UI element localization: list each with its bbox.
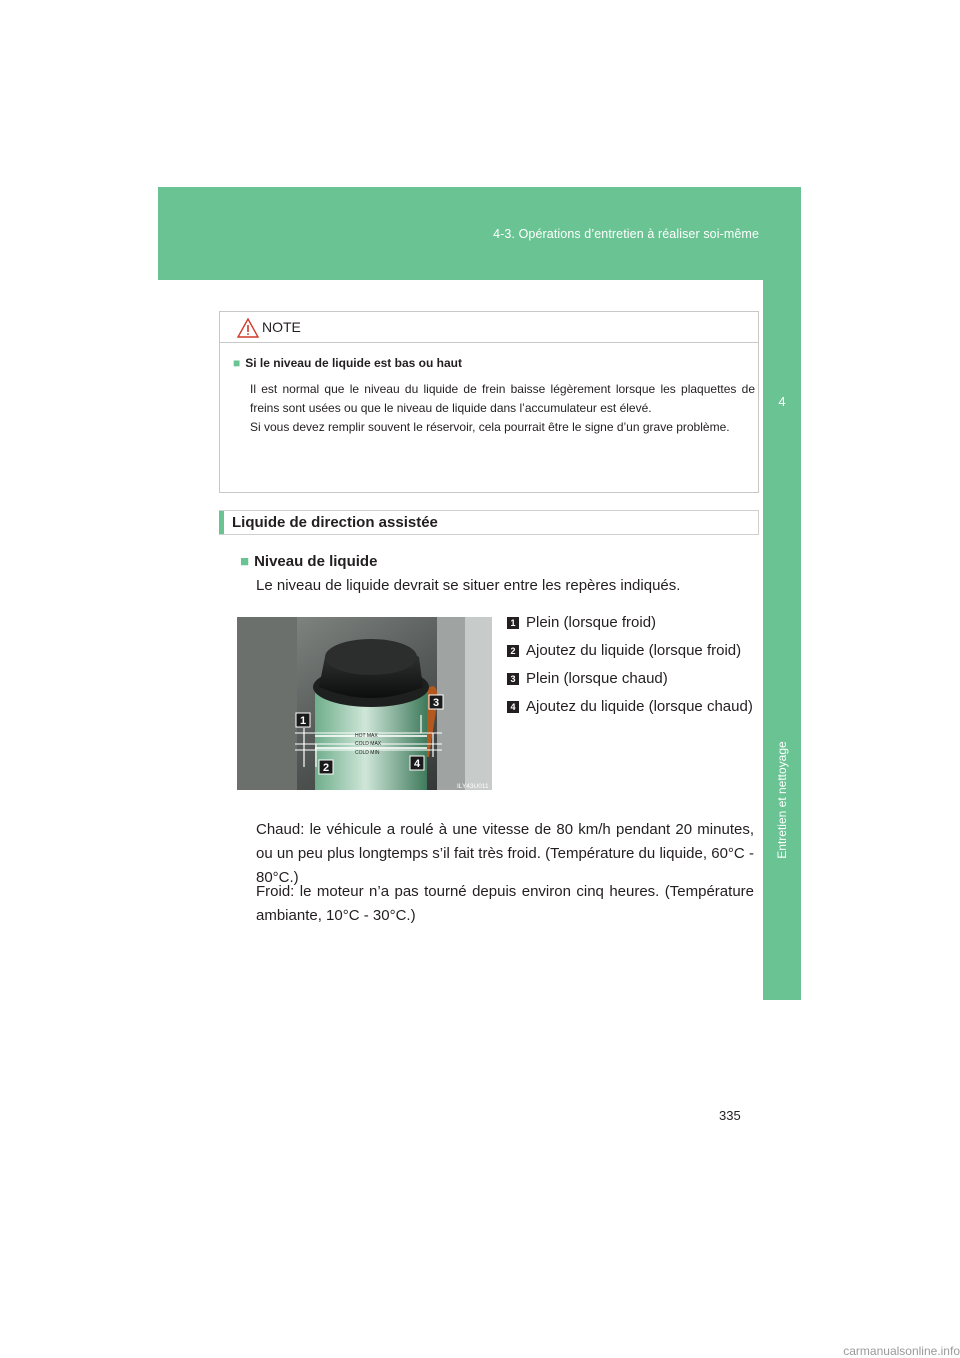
- legend-item: [507, 668, 754, 690]
- legend-number: 3: [507, 673, 519, 685]
- square-bullet-icon: ■: [233, 356, 241, 370]
- legend-text: Plein (lorsque froid): [526, 614, 657, 631]
- side-tab-label: Entretien et nettoyage: [775, 741, 789, 859]
- notice-title: NOTE: [262, 319, 301, 335]
- svg-text:4: 4: [413, 758, 421, 770]
- section-heading: [219, 510, 759, 535]
- svg-text:COLD MIN: COLD MIN: [355, 750, 380, 756]
- reservoir-illustration: [237, 617, 492, 790]
- legend-number: 4: [507, 701, 519, 713]
- legend-text: Plein (lorsque chaud): [526, 670, 668, 687]
- svg-text:ILY43U011: ILY43U011: [457, 783, 489, 790]
- legend-text: Ajoutez du liquide (lorsque chaud): [526, 698, 753, 715]
- square-bullet-icon: ■: [240, 553, 250, 570]
- chapter-header: [158, 187, 801, 280]
- notice-subtitle: ■ Si le niveau de liquide est bas ou haut: [233, 356, 462, 370]
- legend-number: 2: [507, 645, 519, 657]
- svg-text:3: 3: [432, 697, 440, 709]
- notice-header: [220, 312, 758, 343]
- notice-paragraph: Si vous devez remplir souvent le réservoir, cela pourrait être le signe d’un grave problème.: [250, 420, 730, 434]
- legend-text: Ajoutez du liquide (lorsque froid): [526, 642, 742, 659]
- legend-item: [507, 696, 754, 718]
- intro-text: Le niveau de liquide devrait se situer entre les repères indiqués.: [256, 577, 681, 594]
- section-title: Liquide de direction assistée: [232, 514, 438, 531]
- svg-text:COLD MAX: COLD MAX: [355, 741, 382, 747]
- notice-body: [250, 380, 755, 437]
- svg-text:1: 1: [299, 715, 307, 727]
- side-tab: [763, 280, 801, 1000]
- legend-list: [507, 612, 754, 724]
- svg-text:2: 2: [322, 762, 330, 774]
- legend-item: [507, 612, 754, 634]
- page-number: 335: [719, 1108, 741, 1123]
- subsection-heading: ■ Niveau de liquide: [240, 553, 378, 570]
- section-accent: [219, 511, 224, 534]
- side-tab-number: 4: [778, 394, 786, 409]
- notice-box: [219, 311, 759, 493]
- cold-definition: Froid: le moteur n’a pas tourné depuis environ cinq heures. (Température ambiante, 10°C - 30°C.): [256, 883, 754, 924]
- hot-definition: Chaud: le véhicule a roulé à une vitesse de 80 km/h pendant 20 minutes, ou un peu plus longtemps s’il fait très froid. (Température du liquide, 60°C - 80°C.): [256, 821, 754, 886]
- legend-item: [507, 640, 754, 662]
- notice-paragraph: Il est normal que le niveau du liquide de frein baisse légèrement lorsque les plaquettes de freins sont usées ou que le niveau de liquide dans l’accumulateur est élevé.: [250, 382, 755, 415]
- watermark: carmanualsonline.info: [843, 1344, 960, 1358]
- svg-text:HOT MAX: HOT MAX: [355, 733, 378, 739]
- reservoir-photo: [237, 617, 492, 790]
- warning-icon: [237, 318, 259, 338]
- chapter-title: 4-3. Opérations d’entretien à réaliser soi-même: [493, 227, 759, 241]
- legend-number: 1: [507, 617, 519, 629]
